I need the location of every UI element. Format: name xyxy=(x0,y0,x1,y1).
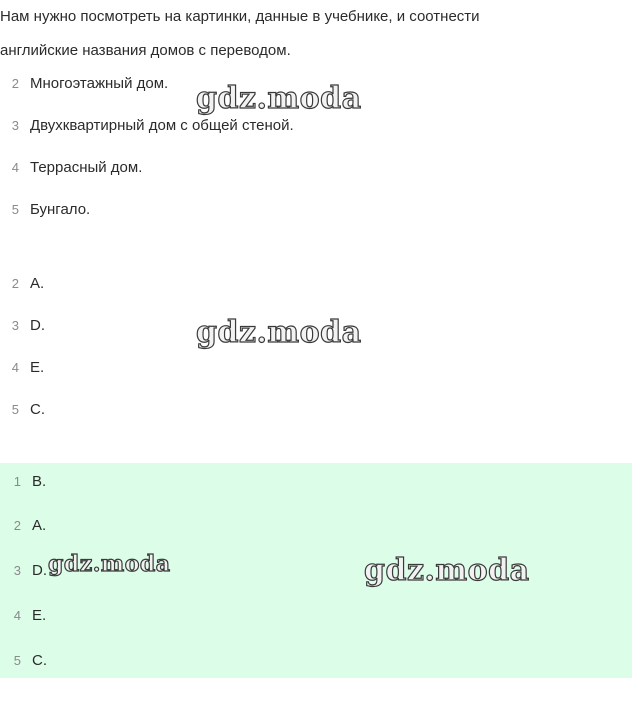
list-item xyxy=(7,606,46,626)
list-item xyxy=(7,561,47,581)
list-item xyxy=(7,651,47,671)
item-number: 5 xyxy=(13,653,21,668)
item-number: 5 xyxy=(11,402,19,417)
item-text: Террасный дом. xyxy=(30,159,143,176)
list-item xyxy=(5,400,45,420)
list-item xyxy=(7,472,46,492)
item-number: 4 xyxy=(11,160,19,175)
item-number: 3 xyxy=(11,118,19,133)
item-number: 3 xyxy=(13,563,21,578)
watermark: gdz.moda xyxy=(196,81,362,116)
intro-line-2: английские названия домов с переводом. xyxy=(0,42,291,59)
list-item xyxy=(5,316,45,336)
watermark: gdz.moda xyxy=(196,315,362,350)
item-text: Двухквартирный дом с общей стеной. xyxy=(30,117,294,134)
item-text: D. xyxy=(32,562,47,579)
item-number: 4 xyxy=(13,608,21,623)
list-item xyxy=(5,116,294,136)
item-number: 4 xyxy=(11,360,19,375)
list-item xyxy=(5,274,44,294)
answer-block xyxy=(0,463,632,678)
item-number: 1 xyxy=(13,474,21,489)
item-number: 3 xyxy=(11,318,19,333)
item-text: D. xyxy=(30,317,45,334)
item-text: Многоэтажный дом. xyxy=(30,75,169,92)
list-item xyxy=(5,158,142,178)
item-number: 2 xyxy=(11,276,19,291)
item-text: Бунгало. xyxy=(30,201,91,218)
watermark: gdz.moda xyxy=(48,551,171,577)
intro-line-1: Нам нужно посмотреть на картинки, данные в учебнике, и соотнести xyxy=(0,8,480,25)
item-text: E. xyxy=(32,607,47,624)
watermark: gdz.moda xyxy=(364,553,530,588)
item-text: B. xyxy=(32,473,47,490)
list-item xyxy=(5,358,44,378)
list-item xyxy=(7,516,46,536)
item-number: 2 xyxy=(11,76,19,91)
item-text: C. xyxy=(30,401,45,418)
item-text: A. xyxy=(32,517,47,534)
list-item xyxy=(5,200,90,220)
list-item xyxy=(5,74,168,94)
intro-text xyxy=(0,0,620,68)
item-number: 5 xyxy=(11,202,19,217)
item-text: A. xyxy=(30,275,45,292)
item-text: C. xyxy=(32,652,47,669)
item-number: 2 xyxy=(13,518,21,533)
item-text: E. xyxy=(30,359,45,376)
